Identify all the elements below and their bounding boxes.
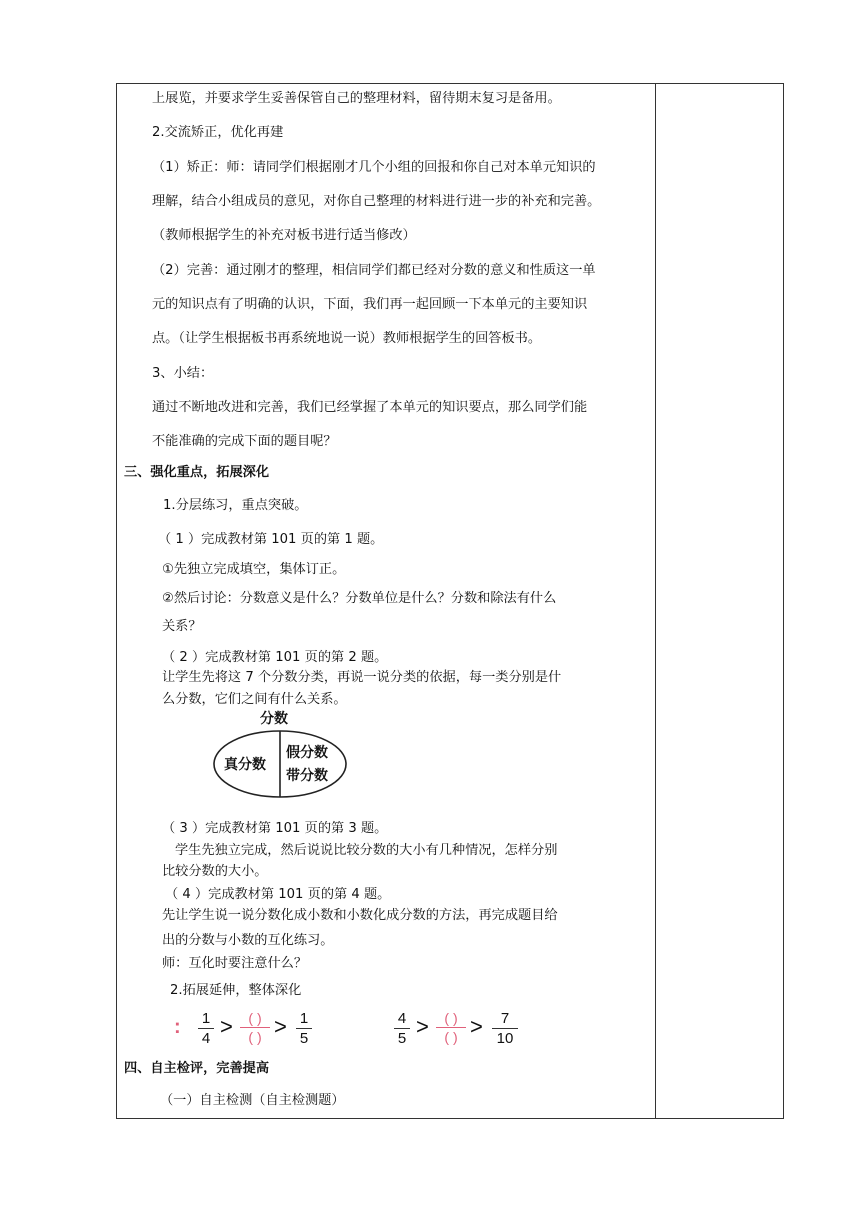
text-line: （1）矫正：师：请同学们根据刚才几个小组的回报和你自己对本单元知识的 [152, 160, 596, 175]
text-line: 元的知识点有了明确的认识，下面，我们再一起回顾一下本单元的主要知识 [152, 297, 588, 312]
text-line: 通过不断地改进和完善，我们已经掌握了本单元的知识要点，那么同学们能 [152, 400, 588, 415]
text-line: 让学生先将这 7 个分数分类，再说一说分类的依据，每一类分别是什 [162, 670, 562, 685]
text-line: （ 3 ）完成教材第 101 页的第 3 题。 [162, 821, 388, 836]
denominator: 5 [299, 1030, 309, 1047]
fraction-1-5 [296, 1010, 312, 1047]
numerator: 1 [201, 1010, 211, 1027]
text-line: 2.交流矫正，优化再建 [152, 125, 284, 140]
text-line: （一）自主检测（自主检测题） [160, 1093, 345, 1108]
text-line: （2）完善：通过刚才的整理，相信同学们都已经对分数的意义和性质这一单 [152, 263, 596, 278]
text-line: 先让学生说一说分数化成小数和小数化成分数的方法，再完成题目给 [162, 908, 558, 923]
fraction-bar [296, 1028, 312, 1029]
greater-than: > [274, 1014, 287, 1039]
diagram-mixed-number: 带分数 [286, 768, 328, 784]
fraction-bar [240, 1027, 270, 1028]
blank-fraction [436, 1010, 466, 1045]
fraction-7-10 [492, 1010, 518, 1047]
text-line: 理解，结合小组成员的意见，对你自己整理的材料进行进一步的补充和完善。 [152, 194, 601, 209]
text-line: （ 2 ）完成教材第 101 页的第 2 题。 [162, 650, 388, 665]
blank-numerator: ( ) [444, 1010, 458, 1026]
numerator: 4 [397, 1010, 407, 1027]
text-line: 1.分层练习，重点突破。 [163, 498, 308, 513]
blank-fraction [240, 1010, 270, 1045]
colon-mark: : [174, 1016, 181, 1038]
fraction-1-4 [198, 1010, 214, 1047]
greater-than: > [416, 1014, 429, 1039]
text-line: ②然后讨论：分数意义是什么？分数单位是什么？分数和除法有什么 [162, 591, 557, 606]
text-line: 点。（让学生根据板书再系统地说一说）教师根据学生的回答板书。 [152, 331, 542, 346]
diagram-improper-fraction: 假分数 [286, 745, 328, 761]
fraction-comparison-exercise [170, 1008, 540, 1048]
text-line: 2.拓展延伸，整体深化 [170, 983, 302, 998]
column-divider [655, 83, 656, 1119]
section-heading-3: 三、强化重点，拓展深化 [124, 465, 270, 480]
fraction-4-5 [394, 1010, 410, 1047]
denominator: 4 [201, 1030, 211, 1047]
diagram-title: 分数 [260, 711, 288, 727]
blank-denominator: ( ) [444, 1029, 458, 1045]
text-line: （教师根据学生的补充对板书进行适当修改） [152, 228, 416, 243]
text-line: 出的分数与小数的互化练习。 [162, 933, 334, 948]
section-heading-4: 四、自主检评，完善提高 [124, 1061, 270, 1076]
text-line: （ 4 ）完成教材第 101 页的第 4 题。 [165, 887, 391, 902]
fraction-bar [394, 1028, 410, 1029]
fraction-classification-diagram [212, 708, 352, 798]
text-line: ①先独立完成填空，集体订正。 [162, 562, 346, 577]
text-line: 师：互化时要注意什么？ [162, 956, 308, 971]
text-line: （ 1 ）完成教材第 101 页的第 1 题。 [158, 532, 384, 547]
diagram-proper-fraction: 真分数 [224, 757, 266, 773]
text-line: 不能准确的完成下面的题目呢？ [152, 434, 337, 449]
fraction-bar [436, 1027, 466, 1028]
blank-denominator: ( ) [248, 1029, 262, 1045]
greater-than: > [220, 1014, 233, 1039]
numerator: 7 [500, 1010, 510, 1027]
greater-than: > [470, 1014, 483, 1039]
text-line: 3、小结： [152, 366, 214, 381]
text-line: 比较分数的大小。 [162, 864, 268, 879]
blank-numerator: ( ) [248, 1010, 262, 1026]
denominator: 5 [397, 1030, 407, 1047]
text-line: 关系？ [162, 619, 202, 634]
text-line: 么分数，它们之间有什么关系。 [162, 692, 347, 707]
numerator: 1 [299, 1010, 309, 1027]
text-line: 上展览，并要求学生妥善保管自己的整理材料，留待期末复习是备用。 [152, 91, 561, 106]
denominator: 10 [496, 1030, 514, 1047]
text-line: 学生先独立完成，然后说说比较分数的大小有几种情况，怎样分别 [175, 843, 558, 858]
fraction-bar [198, 1028, 214, 1029]
fraction-bar [492, 1028, 518, 1029]
